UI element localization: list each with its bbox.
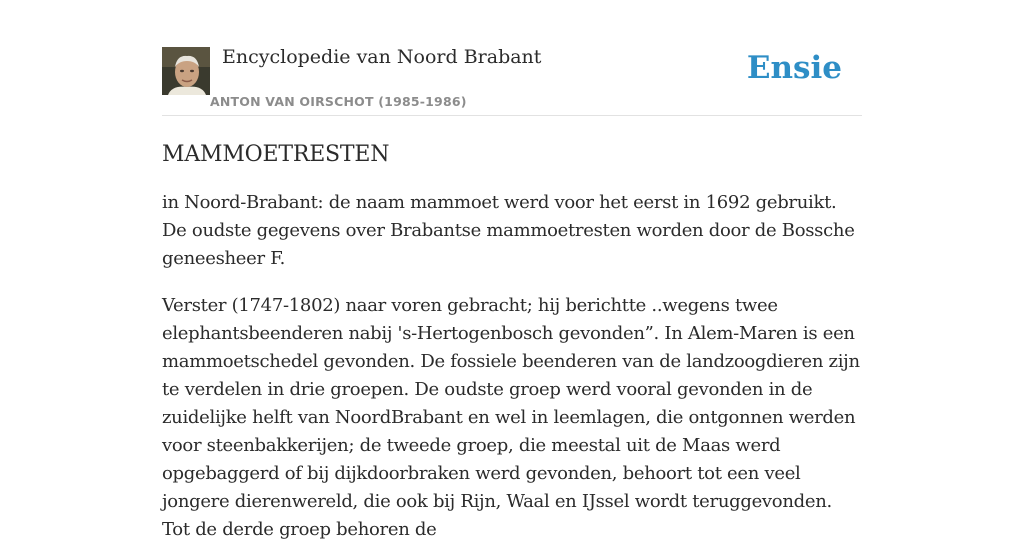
- author-name[interactable]: ANTON VAN OIRSCHOT (1985-1986): [210, 94, 467, 109]
- entry-content: [162, 138, 864, 544]
- entry-title: MAMMOETRESTEN: [162, 142, 390, 167]
- author-portrait-icon: [162, 47, 210, 95]
- header: [162, 0, 862, 116]
- entry-paragraph-2: Verster (1747-1802) naar voren gebracht; hij berichtte ..wegens twee elephantsbeenderen nabij 's-Hertogenbosch gevonden”. In Alem-Maren is een mammoetschedel gevonden. De fossiele beenderen van de landzoogdieren zijn te verdelen in drie groepen. De oudste groep werd vooral gevonden in de zuidelijke helft van NoordBrabant en wel in leemlagen, die ontgonnen werden voor steenbakkerijen; de tweede groep, die meestal uit de Maas werd opgebaggerd of bij dijkdoorbraken werd gevonden, behoort tot een veel jongere dierenwereld, die ook bij Rijn, Waal en IJssel wordt teruggevonden. Tot de derde groep behoren de: [162, 295, 860, 540]
- ensie-logo[interactable]: Ensie: [746, 50, 842, 86]
- author-avatar[interactable]: [162, 47, 210, 95]
- entry-paragraph-1: in Noord-Brabant: de naam mammoet werd voor het eerst in 1692 gebruikt. De oudste gegevens over Brabantse mammoetresten worden door de Bossche geneesheer F.: [162, 192, 855, 269]
- book-title[interactable]: Encyclopedie van Noord Brabant: [222, 46, 542, 68]
